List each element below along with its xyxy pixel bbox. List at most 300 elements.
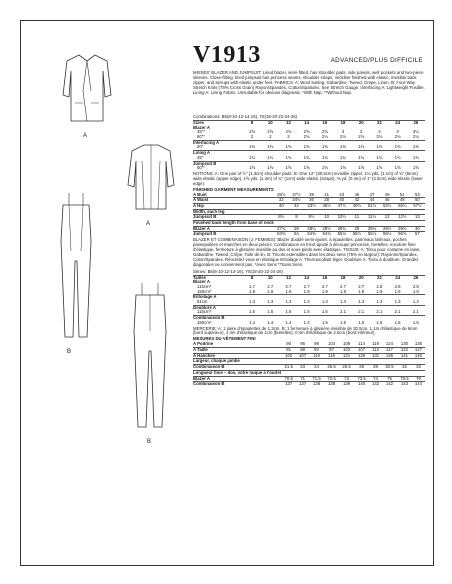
jumpsuit-back-sketch bbox=[126, 281, 174, 431]
row-value: 45½ bbox=[319, 203, 334, 209]
size-header-cell: 8 bbox=[243, 120, 261, 125]
row-value: 9½ bbox=[304, 215, 319, 221]
row-value: 116 bbox=[324, 353, 339, 359]
row-value: 2⅛ bbox=[303, 134, 310, 140]
row-value: 1.3 bbox=[412, 299, 419, 305]
row-value: 1.3 bbox=[340, 299, 347, 305]
row-value: 1¾ bbox=[412, 154, 419, 160]
row-label: A Bust bbox=[193, 191, 207, 197]
row-value: 130 bbox=[400, 341, 409, 347]
row-value: 139 bbox=[339, 382, 354, 387]
blazer-front-sketch bbox=[61, 51, 113, 129]
row-value: 49½ bbox=[349, 203, 364, 209]
row-value: 75 bbox=[382, 376, 397, 382]
row-value: 81 bbox=[281, 347, 296, 353]
row-value: 1¾ bbox=[303, 154, 310, 160]
row-value: 2⅛ bbox=[321, 134, 328, 140]
row-value: 3¼ bbox=[412, 129, 419, 135]
blazer-back-sketch bbox=[126, 141, 176, 215]
row-label: Jumpsuit B bbox=[193, 232, 274, 237]
size-header-cell: 12 bbox=[279, 275, 297, 280]
row-label: A Taille bbox=[193, 347, 281, 353]
row-value: 40 bbox=[274, 203, 289, 209]
row-value: 1⅝ bbox=[358, 165, 365, 171]
row-value: 142 bbox=[369, 382, 382, 387]
row-value: 131 bbox=[369, 353, 382, 359]
row-value: 54¾ bbox=[319, 232, 334, 237]
row-value: 2⅝ bbox=[249, 129, 256, 135]
row-value: 33 bbox=[412, 365, 425, 371]
row-value: 1⅜ bbox=[358, 144, 365, 150]
row-value: 75.5 bbox=[397, 376, 412, 382]
row-value: 37½ bbox=[292, 191, 301, 197]
combinations-line: Combinations: B5(8-10-12-14-16), Y5(18-20-22-24-26) bbox=[193, 114, 298, 119]
row-value: 2⅝ bbox=[267, 129, 274, 135]
row-value: 90 bbox=[286, 341, 292, 347]
row-value: 102 bbox=[281, 353, 296, 359]
row-value: 40 bbox=[334, 198, 349, 204]
row-value: 10 bbox=[319, 215, 334, 221]
row-value: 2.7 bbox=[285, 283, 292, 289]
row-value: 95 bbox=[300, 341, 305, 347]
row-value: 1.5 bbox=[412, 319, 419, 325]
row-value: 99 bbox=[314, 341, 319, 347]
row-value: 1.5 bbox=[321, 309, 328, 315]
row-value: 2.1 bbox=[376, 309, 383, 315]
sketch-label-a2: A bbox=[146, 221, 151, 227]
row-value: 1.4 bbox=[303, 319, 310, 325]
row-value: 1.9 bbox=[285, 288, 292, 294]
row-value: 1.5 bbox=[285, 309, 292, 315]
row-value: 2.7 bbox=[267, 283, 274, 289]
row-label: 60"* bbox=[197, 134, 205, 140]
row-value: 54⅜ bbox=[304, 232, 319, 237]
row-value: 1¾ bbox=[394, 154, 401, 160]
row-value: 28¾ bbox=[334, 226, 349, 232]
row-value: 1.9 bbox=[412, 288, 419, 294]
row-value: 1.3 bbox=[321, 299, 328, 305]
row-value: 13 bbox=[410, 215, 425, 221]
row-label: Width, each leg bbox=[193, 209, 274, 215]
row-value: 1⅜ bbox=[376, 144, 383, 150]
size-header-cell: 8 bbox=[243, 275, 261, 280]
row-value: 28 bbox=[289, 226, 304, 232]
french-series-line: Séries: B5(8-10-12-14-16), Y5(18-20-22-24-26) bbox=[193, 268, 283, 274]
row-value: 1⅝ bbox=[285, 165, 292, 171]
pattern-subtitle: ADVANCED/PLUS DIFFICILE bbox=[330, 57, 423, 64]
row-value: 55½ bbox=[395, 203, 410, 209]
row-value: 117 bbox=[382, 347, 397, 353]
row-label: Longueur finie – dos, votre nuque à l'ourlet bbox=[193, 369, 282, 375]
row-value: 1.5 bbox=[267, 309, 274, 315]
row-value: 32 bbox=[397, 365, 412, 371]
row-value: 10½ bbox=[334, 215, 349, 221]
row-value: 51½ bbox=[364, 203, 379, 209]
size-header-label: Tailles bbox=[193, 275, 243, 280]
row-value: 76 bbox=[412, 376, 425, 382]
row-value: 39 bbox=[309, 191, 314, 197]
row-value: 57 bbox=[410, 232, 425, 237]
french-mercerie: MERCERIE: A: 1 paire d'épaulettes de 1.3cm. B: 1 fermeture à glissière invisible de 30.5cm, 1.1m d'élastique de 6mm (bord supérieur), 1.4m d'élastique de 1cm (bretelles), 0.4m d'élastique de 2.5cm (bord inférieur). bbox=[193, 325, 418, 336]
row-value: 2.7 bbox=[340, 283, 347, 289]
row-value: 26.5 bbox=[339, 365, 354, 371]
row-value: 1¾ bbox=[267, 154, 274, 160]
row-value: 2 bbox=[287, 134, 290, 140]
size-header-cell: 14 bbox=[298, 275, 316, 280]
english-description: MISSES' BLAZER AND JUMPSUIT: Lined blazer, semi-fitted, has shoulder pads, side panels, welt pockets and two-piece sleeves. Close-fitting, lined jumpsuit has princess seams, shoulder straps, neckline finished with elastic, invisible back zipper, and stirrups with elastic under feet. FABRICS: A: Wool Suiting, Gabardine, Tweed, Crepe, Linen. B: Four-Way Stretch Knits (75% Cross Grain) Rayon/Spandex, Cotton/Spandex. See Stretch Gauge. Interfacing A: Lightweight Fusible. Lining A: Lining Fabric. Unsuitable for obvious diagonals. *With Nap. **Without Nap. bbox=[193, 70, 425, 95]
row-value: 38 bbox=[319, 198, 334, 204]
row-value: 1.3 bbox=[267, 299, 274, 305]
row-value: 1¾ bbox=[358, 154, 365, 160]
row-label: Finished back length from base of neck bbox=[193, 220, 274, 226]
row-value: 140 bbox=[354, 382, 369, 387]
row-value: 2.1 bbox=[412, 309, 419, 315]
row-value: 124 bbox=[385, 341, 394, 347]
row-value: 29¾ bbox=[395, 226, 410, 232]
row-value: 2 bbox=[269, 134, 272, 140]
row-value: 47½ bbox=[334, 203, 349, 209]
row-value: 28¼ bbox=[304, 226, 319, 232]
row-label: A Hanches bbox=[193, 353, 281, 359]
row-value: 1¾ bbox=[285, 154, 292, 160]
row-label: A Waist bbox=[193, 198, 274, 204]
row-value: 107 bbox=[296, 353, 309, 359]
row-label: Blazer A bbox=[193, 279, 211, 285]
row-value: 30 bbox=[410, 226, 425, 232]
row-label: Combinaison B bbox=[193, 316, 243, 321]
row-value: 1.9 bbox=[267, 288, 274, 294]
size-header-cell: 14 bbox=[298, 120, 316, 125]
row-value: 1.3 bbox=[303, 299, 310, 305]
size-header-cell: 20 bbox=[352, 120, 370, 125]
row-value: 1⅝ bbox=[303, 165, 310, 171]
row-value: 1.4 bbox=[249, 319, 256, 325]
sketch-label-b1: B bbox=[67, 349, 72, 355]
english-yardage bbox=[193, 115, 425, 387]
row-value: 142 bbox=[382, 382, 397, 387]
row-value: 41 bbox=[324, 191, 330, 197]
row-value: 1.5 bbox=[358, 319, 365, 325]
table-row bbox=[193, 321, 425, 326]
row-value: 1.9 bbox=[340, 288, 347, 294]
row-value: 109 bbox=[343, 341, 351, 347]
row-value: 1.3 bbox=[376, 299, 383, 305]
row-value: 1⅝ bbox=[340, 165, 347, 171]
row-value: 1.3 bbox=[285, 299, 292, 305]
row-label: 45" bbox=[197, 154, 204, 160]
row-value: 2.1 bbox=[358, 309, 365, 315]
row-value: 143 bbox=[397, 382, 412, 387]
pattern-info bbox=[193, 21, 429, 565]
row-value: 1.5 bbox=[340, 319, 347, 325]
row-value: 12 bbox=[380, 215, 395, 221]
row-value: 50 bbox=[410, 198, 425, 204]
row-value: 1.4 bbox=[285, 319, 292, 325]
row-value: 11 bbox=[349, 215, 364, 221]
size-header-cell: 20 bbox=[352, 275, 370, 280]
french-yardage-table bbox=[193, 275, 425, 326]
row-value: 1.5 bbox=[394, 319, 401, 325]
row-value: 36 bbox=[304, 198, 319, 204]
row-value: 3 bbox=[360, 129, 363, 135]
row-value: 28 bbox=[354, 365, 369, 371]
row-label: Combinaison B bbox=[193, 382, 281, 387]
row-value: 11½ bbox=[364, 215, 379, 221]
row-value: 27¾ bbox=[274, 226, 289, 232]
french-measure-table bbox=[193, 342, 425, 387]
row-value: 97 bbox=[324, 347, 339, 353]
row-value: 53⅝ bbox=[274, 232, 289, 237]
english-measure-title: FINISHED GARMENT MEASUREMENTS bbox=[193, 186, 274, 192]
jumpsuit-front-sketch bbox=[51, 191, 101, 341]
french-measure-title: MESURES DU VÊTEMENT FINI bbox=[193, 336, 256, 342]
row-value: 71.5 bbox=[309, 376, 324, 382]
size-header-cell: 16 bbox=[316, 275, 334, 280]
row-value: 2.1 bbox=[394, 309, 401, 315]
english-notions: NOTIONS: A: One pair of ½" (1.3cm) shoulder pads. B: One 12" (30.5cm) invisible zipper, 1⅛ yds. (1.1m) of ¾" (6mm) wide elastic (upper edge), 1⅝ yds. (1.4m) of ¾" (1cm) wide elastic (straps), ⅜ yd. (0.4m) of 1" (2.5cm) wide elastic (lower edge). bbox=[193, 170, 423, 186]
row-value: 28½ bbox=[319, 226, 334, 232]
row-value: 23 bbox=[296, 365, 309, 371]
row-value: 44 bbox=[364, 198, 379, 204]
row-value: 42 bbox=[289, 203, 304, 209]
row-value: 1⅜ bbox=[321, 144, 328, 150]
row-value: 1.5 bbox=[376, 319, 383, 325]
row-label: Blazer A bbox=[193, 376, 281, 382]
row-value: 2.8 bbox=[394, 283, 401, 289]
row-value: 88 bbox=[296, 347, 309, 353]
row-value: 29 bbox=[349, 226, 364, 232]
row-label: Largeur, chaque jambe bbox=[193, 359, 281, 365]
row-value: 2⅝ bbox=[303, 129, 310, 135]
row-value: 55½ bbox=[349, 232, 364, 237]
size-header-cell: 10 bbox=[261, 120, 279, 125]
row-value: 2.8 bbox=[412, 283, 419, 289]
row-value: 8½ bbox=[274, 215, 289, 221]
row-value: 1⅝ bbox=[394, 165, 401, 171]
row-value: 1⅜ bbox=[412, 144, 419, 150]
row-value: 112 bbox=[369, 347, 382, 353]
size-header-cell: 26 bbox=[407, 275, 425, 280]
row-value: 1.5 bbox=[249, 309, 256, 315]
row-value: 74 bbox=[369, 376, 382, 382]
row-value: 102 bbox=[339, 347, 354, 353]
row-value: 127 bbox=[412, 347, 425, 353]
row-value: 51 bbox=[399, 191, 405, 197]
row-value: 135 bbox=[414, 341, 423, 347]
row-value: 1⅜ bbox=[249, 144, 256, 150]
size-header-cell: 26 bbox=[407, 120, 425, 125]
row-value: 1.3 bbox=[394, 299, 401, 305]
size-header-label: Sizes bbox=[193, 120, 243, 125]
row-label: Blazer A bbox=[193, 124, 211, 130]
row-value: 47 bbox=[369, 191, 375, 197]
size-header-cell: 16 bbox=[316, 120, 334, 125]
row-value: 144 bbox=[412, 382, 425, 387]
row-value: 2⅝ bbox=[321, 129, 328, 135]
row-label: Interfacing A bbox=[193, 140, 243, 145]
row-value: 1¾ bbox=[340, 154, 347, 160]
row-value: 72.5 bbox=[324, 376, 339, 382]
pattern-number: V1913 bbox=[193, 42, 261, 68]
row-value: 1¾ bbox=[321, 154, 328, 160]
row-value: 1⅜ bbox=[267, 144, 274, 150]
row-value: 126 bbox=[354, 353, 369, 359]
row-value: 1.9 bbox=[358, 288, 365, 294]
technical-drawings bbox=[21, 21, 186, 565]
row-value: 2 bbox=[250, 134, 254, 140]
size-header-cell: 12 bbox=[279, 120, 297, 125]
row-value: 2.7 bbox=[249, 283, 256, 289]
row-value: 107 bbox=[354, 347, 369, 353]
row-value: 1.3 bbox=[358, 299, 365, 305]
row-value: 1.9 bbox=[303, 288, 310, 294]
row-value: 45 bbox=[354, 191, 360, 197]
row-value: 1.5 bbox=[321, 319, 328, 325]
english-measure-table bbox=[193, 193, 425, 238]
row-value: 29 bbox=[369, 365, 382, 371]
row-label: Combinaison B bbox=[193, 365, 281, 371]
pattern-envelope-back bbox=[20, 20, 434, 566]
row-value: 1⅜ bbox=[394, 144, 401, 150]
row-label: 51cm bbox=[197, 299, 208, 305]
sketch-label-b2: B bbox=[147, 439, 152, 445]
row-value: 1⅝ bbox=[412, 165, 419, 171]
row-value: 2.1 bbox=[340, 309, 347, 315]
row-value: 141 bbox=[397, 353, 412, 359]
row-value: 24 bbox=[309, 365, 324, 371]
row-value: 104 bbox=[327, 341, 336, 347]
row-label: 45"* bbox=[197, 129, 205, 135]
row-value: 1¾ bbox=[376, 154, 383, 160]
size-header-cell: 10 bbox=[261, 275, 279, 280]
row-value: 1⅝ bbox=[249, 165, 256, 171]
row-value: 56⅝ bbox=[395, 232, 410, 237]
row-value: 54 bbox=[289, 232, 304, 237]
row-value: 29½ bbox=[380, 226, 395, 232]
row-value: 138 bbox=[324, 382, 339, 387]
row-value: 1⅝ bbox=[321, 165, 328, 171]
row-value: 110 bbox=[309, 353, 324, 359]
row-label: Blazer A bbox=[193, 226, 274, 232]
row-value: 2⅛ bbox=[358, 134, 365, 140]
row-value: 25.5 bbox=[324, 365, 339, 371]
size-header-cell: 24 bbox=[389, 120, 407, 125]
row-value: 53 bbox=[415, 191, 420, 197]
row-label: A Hip bbox=[193, 203, 274, 209]
row-value: 1.9 bbox=[376, 288, 383, 294]
row-value: 2⅛ bbox=[340, 134, 347, 140]
row-value: 30.5 bbox=[382, 365, 397, 371]
row-value: 73 bbox=[339, 376, 354, 382]
row-value: 73.5 bbox=[354, 376, 369, 382]
row-value: 1.4 bbox=[267, 319, 274, 325]
row-value: 1⅜ bbox=[340, 144, 347, 150]
row-label: Lining A bbox=[193, 151, 243, 156]
row-value: 1⅜ bbox=[303, 144, 310, 150]
row-value: 119 bbox=[372, 341, 379, 347]
row-value: 35½ bbox=[277, 191, 286, 197]
row-value: 32 bbox=[274, 198, 289, 204]
row-value: 2.7 bbox=[303, 283, 310, 289]
row-value: 114 bbox=[358, 341, 366, 347]
row-value: 71 bbox=[296, 376, 309, 382]
row-label: 150cm* bbox=[197, 288, 212, 294]
row-value: 53½ bbox=[380, 203, 395, 209]
row-value: 1.9 bbox=[394, 288, 401, 294]
row-value: 29¼ bbox=[364, 226, 379, 232]
row-value: 55⅞ bbox=[364, 232, 379, 237]
table-row bbox=[193, 382, 425, 387]
row-value: 2¾ bbox=[285, 129, 292, 135]
row-label: 150cm* bbox=[197, 319, 212, 325]
size-header-cell: 22 bbox=[370, 275, 388, 280]
row-value: 121 bbox=[339, 353, 354, 359]
row-value: 56¼ bbox=[380, 232, 395, 237]
row-value: 2.7 bbox=[358, 283, 365, 289]
row-value: 43 bbox=[339, 191, 345, 197]
row-label: 20" bbox=[197, 144, 204, 150]
row-label: Jumpsuit B bbox=[193, 161, 243, 166]
row-value: 92 bbox=[309, 347, 324, 353]
row-label: A Poitrine bbox=[193, 341, 214, 347]
row-value: 70.5 bbox=[281, 376, 296, 382]
sketch-label-a1: A bbox=[83, 133, 88, 139]
row-value: 137 bbox=[296, 382, 309, 387]
row-label: Entoilage A bbox=[193, 295, 243, 300]
row-value: 3 bbox=[341, 129, 345, 135]
size-header-cell: 18 bbox=[334, 275, 352, 280]
row-value: 136 bbox=[382, 353, 397, 359]
row-value: 1⅜ bbox=[285, 144, 292, 150]
row-value: 43½ bbox=[304, 203, 319, 209]
row-value: 2⅛ bbox=[394, 134, 401, 140]
size-header-cell: 24 bbox=[389, 275, 407, 280]
row-value: 1¾ bbox=[249, 154, 256, 160]
row-value: 42 bbox=[349, 198, 364, 204]
row-value: 46 bbox=[380, 198, 395, 204]
row-value: 12½ bbox=[395, 215, 410, 221]
row-value: 1⅝ bbox=[267, 165, 274, 171]
row-value: 122 bbox=[397, 347, 412, 353]
size-header-cell: 22 bbox=[370, 120, 388, 125]
row-value: 2⅛ bbox=[376, 134, 383, 140]
row-value: 48 bbox=[395, 198, 410, 204]
row-value: 137 bbox=[281, 382, 296, 387]
row-value: 138 bbox=[309, 382, 324, 387]
row-label: 115cm* bbox=[197, 309, 212, 315]
row-value: 3 bbox=[378, 129, 381, 135]
row-value: 34½ bbox=[289, 198, 304, 204]
row-label: Jumpsuit B bbox=[193, 215, 274, 221]
row-value: 57½ bbox=[410, 203, 425, 209]
row-value: 1.9 bbox=[249, 288, 256, 294]
row-value: 2.7 bbox=[321, 283, 328, 289]
row-value: 1⅝ bbox=[376, 165, 383, 171]
size-header-cell: 18 bbox=[334, 120, 352, 125]
english-yardage-table bbox=[193, 120, 425, 171]
row-value: 55⅛ bbox=[334, 232, 349, 237]
row-value: 49 bbox=[384, 191, 390, 197]
row-value: 1.5 bbox=[303, 309, 310, 315]
french-description: BLAZER ET COMBINAISON (J. FEMMES): Blazer doublé semi-ajusté, à épaulettes, panneaux latéraux, poches passepoilées et manches en deux pièces. Combinaison en tricot ajusté à découpe princesse, bretelles, encolure finie d'élastique, fermeture à glissière invisible au dos et sous-pieds avec élastique. TISSUS: A: Tissu pour costume en laine, Gabardine, Tweed, Crêpe, Toile de lin. B: Tricots extensibles dans les deux sens (75% en largeur): Rayonne/Spandex, Coton/Spandex. Réocettez vous en élastique Entoilage A: Thermocollant léger. Doublure A: Tissu à doublure. Grandes diagonales ne conviennent pas. *Avec Sens **Sans Sens bbox=[193, 237, 421, 267]
row-value: 2⅛ bbox=[412, 134, 419, 140]
row-value: 1.3 bbox=[249, 299, 256, 305]
row-value: 3 bbox=[396, 129, 399, 135]
row-label: Doublure A bbox=[193, 305, 243, 310]
row-value: 146 bbox=[412, 353, 425, 359]
row-value: 9 bbox=[289, 215, 304, 221]
row-label: 115cm* bbox=[197, 283, 212, 289]
